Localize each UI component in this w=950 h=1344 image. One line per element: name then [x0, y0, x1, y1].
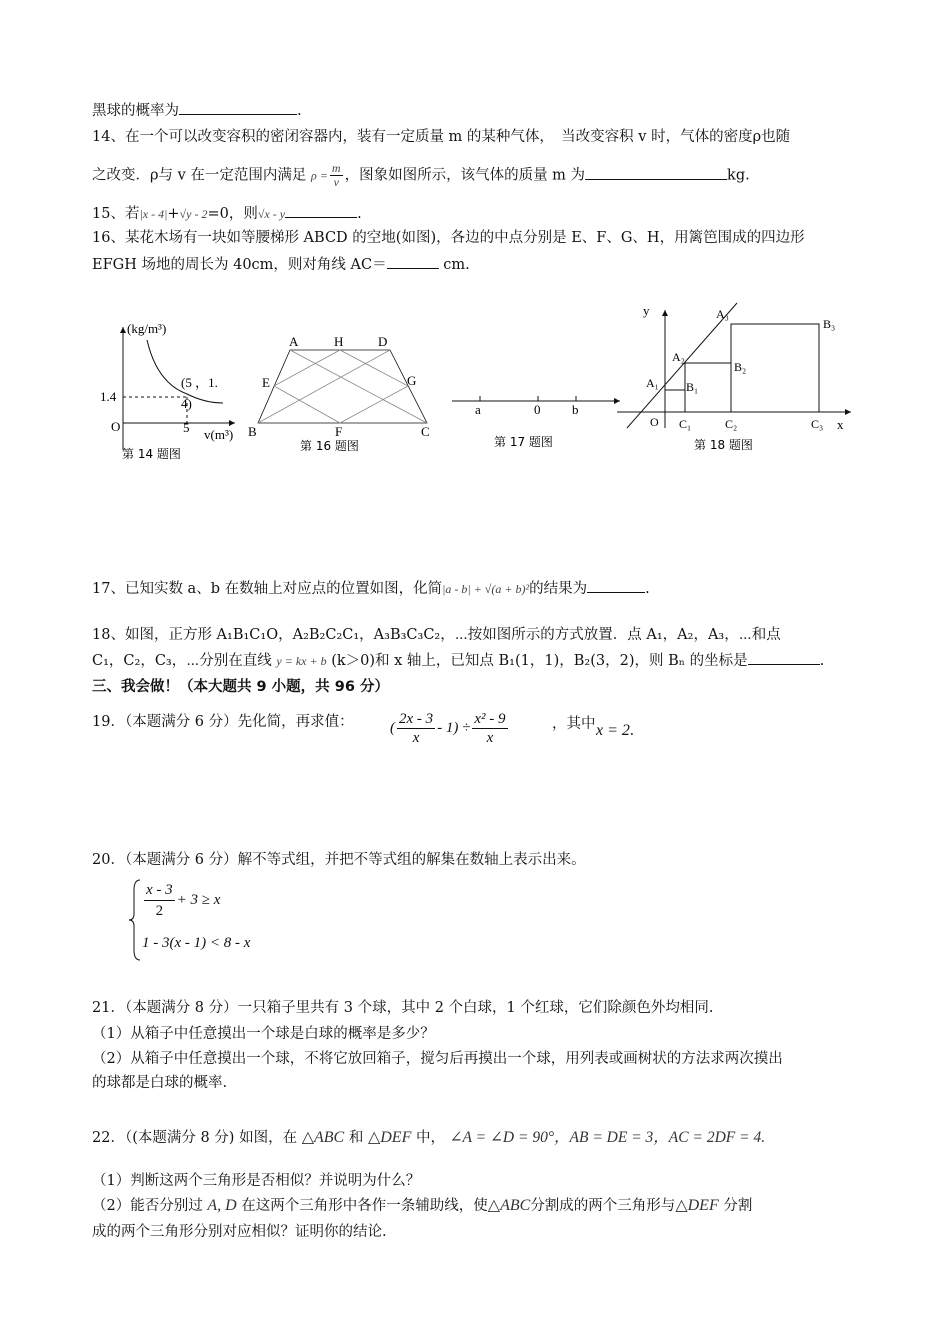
q19-where — [552, 712, 596, 733]
q20-inequality-2: 1 - 3(x - 1) < 8 - x — [142, 935, 251, 951]
q17-end: . — [645, 581, 650, 597]
fig14-point-label-2: 4) — [181, 396, 192, 411]
q18-line-equation: y = kx + b — [276, 654, 327, 668]
q18-line2 — [92, 650, 824, 671]
fig16-label-e: E — [262, 375, 270, 390]
q17-text: 17、已知实数 a、b 在数轴上对应点的位置如图，化简 — [92, 581, 443, 597]
fig16-efgh — [274, 350, 408, 423]
fig18-label-c2: C₂ — [725, 417, 738, 431]
q15-answer-blank[interactable] — [285, 203, 357, 218]
q18-end: . — [819, 653, 825, 669]
q14-formula-fraction — [330, 162, 343, 189]
fig14-xlabel: v(m³) — [204, 427, 234, 442]
q20-line: 20．（本题满分 6 分）解不等式组，并把不等式组的解集在数轴上表示出来。 — [92, 852, 586, 868]
q17-answer-blank[interactable] — [587, 578, 645, 593]
fig14-origin: O — [111, 419, 121, 434]
q22-text-3a: （2）能否分别过 — [92, 1198, 203, 1214]
q15-end: . — [357, 206, 362, 222]
figure-17 — [450, 385, 630, 455]
q14-line1: 14、在一个可以改变容积的密闭容器内，装有一定质量 m 的某种气体， 当改变容积 v 时，气体的密度ρ也随 — [92, 129, 791, 145]
fig16-caption: 第 16 题图 — [300, 439, 359, 453]
q15-prefix: 15、若 — [92, 206, 140, 222]
fig16-label-a: A — [289, 334, 299, 349]
q18-text-a: C₁，C₂，C₃，⋯分别在直线 — [92, 653, 272, 669]
q14-answer-blank[interactable] — [585, 165, 727, 180]
q19-where-text: ，其中 — [552, 716, 596, 732]
q15-root2-expr: √x - y — [257, 207, 286, 221]
fig17-label-a: a — [475, 402, 481, 417]
fig16-label-h: H — [334, 334, 344, 349]
q15-eq: =0，则 — [207, 206, 258, 222]
q19-expression: ( $\frac{2x - 3}{x}$ - 1) ÷ $\frac{\text{x² - 9}}{x}$ — [390, 711, 506, 746]
q17-line — [92, 578, 650, 599]
fig18-label-a1: A₁ — [646, 376, 659, 390]
section-3-heading: 三、我会做！（本大题共 9 小题，共 96 分） — [92, 679, 389, 695]
fig18-label-b2: B₂ — [734, 360, 747, 374]
q22-and: 和 — [348, 1130, 364, 1146]
q14-unit: kg. — [727, 167, 750, 184]
q14-formula-den: v — [333, 175, 339, 189]
q18-line1: 18、如图，正方形 A₁B₁C₁O，A₂B₂C₂C₁，A₃B₃C₃C₂，⋯按如图所示的方式放置．点 A₁，A₂，A₃，⋯和点 — [92, 627, 781, 643]
q19-frac1-num: 2x - 3 — [399, 711, 434, 727]
q13-end: . — [297, 103, 302, 119]
q22-line1 — [92, 1128, 765, 1148]
fig18-label-c1: C₁ — [679, 417, 692, 431]
q17-tail: 的结果为 — [529, 581, 588, 597]
q15-root-expr: √y - 2 — [179, 207, 208, 221]
q22-mid: 中， — [415, 1130, 445, 1146]
q13-line — [92, 100, 302, 121]
q19-text: 19．（本题满分 6 分）先化简，再求值： — [92, 714, 354, 730]
q21-line1: 21．（本题满分 8 分）一只箱子里共有 3 个球，其中 2 个白球，1 个红球，它们除颜色外均相同. — [92, 1000, 714, 1016]
q20-inequality-1 — [142, 880, 220, 921]
q22-condition: ∠A = ∠D = 90°，AB = DE = 3，AC = 2DF = 4. — [449, 1129, 766, 1146]
q13-answer-blank[interactable] — [179, 100, 297, 115]
q20-ineq1-den: 2 — [155, 903, 164, 919]
q16-answer-blank[interactable] — [387, 254, 439, 269]
q15-line — [92, 203, 362, 224]
fig18-caption: 第 18 题图 — [694, 438, 753, 452]
q22-line2: （1）判断这两个三角形是否相似？并说明为什么？ — [92, 1173, 421, 1189]
figure-16 — [245, 330, 440, 460]
q19-value — [596, 722, 634, 740]
fig14-y-tick: 1.4 — [100, 389, 117, 404]
fig18-label-b1: B₁ — [686, 380, 699, 394]
fig16-label-b: B — [248, 424, 257, 439]
q13-text: 黑球的概率为 — [92, 103, 179, 119]
fig17-label-b: b — [572, 402, 579, 417]
fig18-label-a2: A₂ — [672, 350, 685, 364]
q19-line — [92, 712, 354, 732]
fig18-label-y: y — [643, 303, 650, 318]
q14-text-b: ，图象如图所示，该气体的质量 m 为 — [344, 167, 586, 184]
fig17-label-zero: 0 — [534, 402, 541, 417]
fig16-label-d: D — [378, 334, 388, 349]
fig18-label-c3: C₃ — [811, 417, 824, 431]
q22-triangle-def: △DEF — [367, 1129, 412, 1146]
fig18-label-o: O — [650, 415, 659, 429]
fig16-diagonal-bd — [258, 350, 390, 423]
fig16-label-g: G — [407, 373, 417, 388]
fig17-caption: 第 17 题图 — [494, 435, 553, 449]
figure-14 — [95, 315, 255, 465]
q14-text-a: 之改变．ρ与 v 在一定范围内满足 — [92, 167, 307, 184]
fig14-curve — [147, 340, 223, 403]
q17-expr: |a - b| + √(a + b)² — [442, 582, 530, 596]
q16-line2 — [92, 254, 470, 275]
fig18-label-b3: B₃ — [823, 317, 836, 331]
q22-text-3c: 分割成的两个三角形与 — [530, 1198, 676, 1214]
fig14-point-label: (5 ，1. — [181, 375, 218, 390]
fig16-label-c: C — [421, 424, 430, 439]
q22-line3 — [92, 1196, 752, 1216]
q15-plus: + — [167, 206, 180, 222]
q16-line1: 16、某花木场有一块如等腰梯形 ABCD 的空地(如图)，各边的中点分别是 E、F、G、H，用篱笆围成的四边形 — [92, 230, 805, 246]
fig16-trapezoid — [258, 350, 427, 423]
q19-frac2-num: x² - 9 — [474, 711, 506, 727]
fig14-x-tick: 5 — [183, 420, 190, 435]
q16-unit: cm. — [443, 257, 470, 273]
fig16-label-f: F — [335, 424, 343, 439]
q19-frac2-den: x — [486, 730, 494, 746]
q22-text-3b: 在这两个三角形中各作一条辅助线，使 — [241, 1198, 488, 1214]
q15-abs-expr: |x - 4| — [139, 207, 168, 221]
fig18-label-a3: A₃ — [716, 307, 729, 321]
fig18-square-1 — [665, 390, 685, 412]
fig18-label-x: x — [837, 417, 844, 432]
q14-line2 — [92, 162, 750, 189]
q16-text: EFGH 场地的周长为 40cm，则对角线 AC＝ — [92, 257, 387, 273]
q14-formula-num: m — [331, 161, 341, 175]
q22-text-3d: 分割 — [723, 1198, 753, 1214]
q21-line2: （1）从箱子中任意摸出一个球是白球的概率是多少？ — [92, 1026, 435, 1042]
q20-brace — [128, 878, 142, 962]
q19-minus1: - 1) ÷ — [437, 720, 471, 736]
q22-triangle-abc: △ABC — [301, 1129, 345, 1146]
q19-value-text: x = 2 — [596, 722, 630, 739]
q18-text-b: (k＞0)和 x 轴上，已知点 B₁(1，1)，B₂(3，2)，则 Bₙ 的坐标是 — [331, 653, 748, 669]
q21-line4: 的球都是白球的概率. — [92, 1075, 228, 1091]
fig18-line — [627, 303, 737, 428]
q21-line3: （2）从箱子中任意摸出一个球，不将它放回箱子，搅匀后再摸出一个球，用列表或画树状的方法求两次摸出 — [92, 1051, 783, 1067]
q14-formula-lhs: ρ = — [311, 168, 328, 183]
figure-18 — [615, 298, 865, 458]
q22-triangle-def-2: △DEF — [675, 1197, 719, 1214]
q19-frac1-den: x — [412, 730, 420, 746]
q22-text-a: 22．（(本题满分 8 分) 如图，在 — [92, 1130, 298, 1146]
q22-line4: 成的两个三角形分别对应相似？证明你的结论. — [92, 1224, 387, 1240]
q22-points: A, D — [207, 1197, 237, 1214]
q19-end: . — [629, 722, 634, 739]
q22-triangle-abc-2: △ABC — [487, 1197, 531, 1214]
q20-ineq1-num: x - 3 — [144, 880, 175, 901]
fig14-ylabel: (kg/m³) — [127, 321, 167, 336]
q20-ineq1-rest: + 3 ≥ x — [176, 892, 221, 908]
q18-answer-blank[interactable] — [748, 650, 820, 665]
fig14-caption: 第 14 题图 — [122, 447, 181, 461]
